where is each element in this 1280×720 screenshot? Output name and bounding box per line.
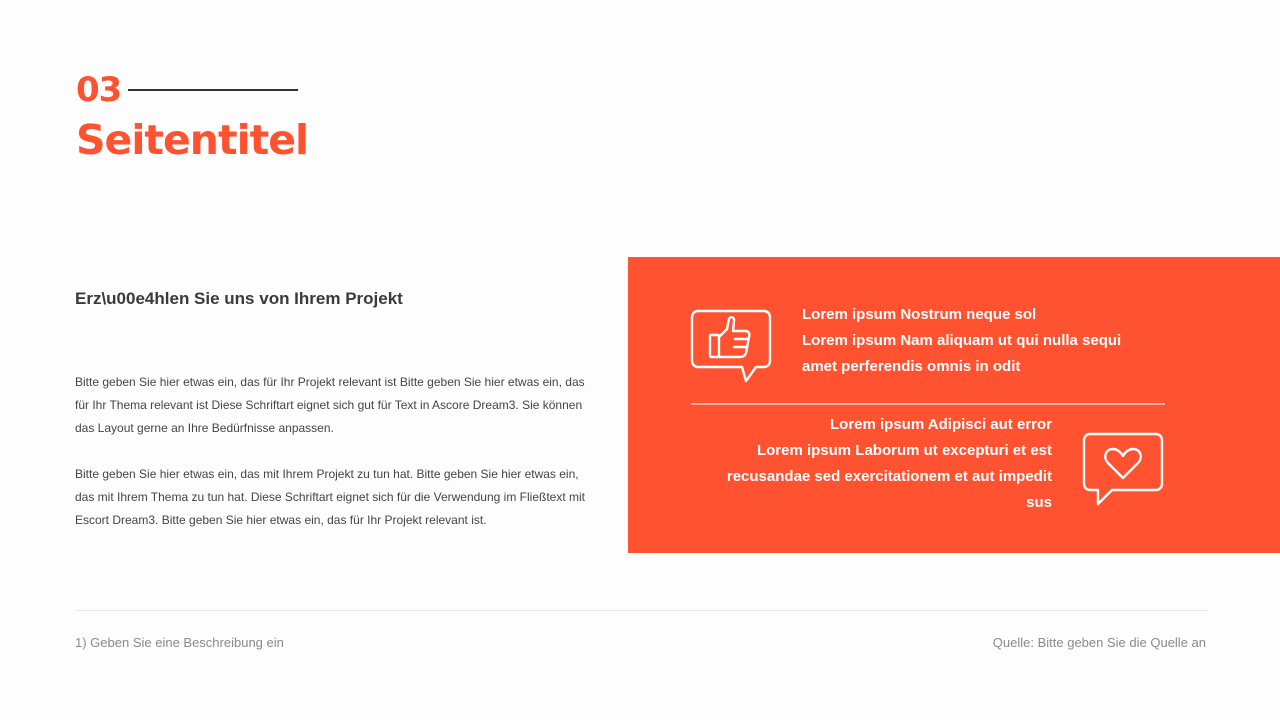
body-paragraph-1: Bitte geben Sie hier etwas ein, das für Ihr Projekt relevant ist Bitte geben Sie hier etwas ein, das für Ihr Thema relevant ist Diese Schriftart eignet sich gut für Text in Ascore Dream3. Sie können das Layout gerne an Ihre Bedürfnisse anpassen. [75, 375, 585, 435]
section-number: 03 [76, 70, 122, 110]
highlight-panel [628, 257, 1280, 553]
heart-speech-bubble-icon [1082, 432, 1164, 508]
panel-line: Lorem ipsum Nam aliquam ut qui nulla sequi [802, 332, 1122, 349]
footer-source: Quelle: Bitte geben Sie die Quelle an [992, 635, 1206, 650]
panel-text-bottom [702, 412, 1052, 516]
panel-line: amet perferendis omnis in odit [802, 358, 1021, 375]
panel-line: Lorem ipsum Nostrum neque sol [802, 306, 1037, 323]
panel-line: sus [1026, 494, 1052, 511]
panel-line: Lorem ipsum Laborum ut excepturi et est [756, 442, 1052, 459]
content-subheading: Erz\u00e4hlen Sie uns von Ihrem Projekt [75, 289, 403, 308]
thumbs-up-speech-bubble-icon [690, 309, 772, 385]
panel-text-top [802, 302, 1162, 380]
panel-line: Lorem ipsum Adipisci aut error [830, 416, 1052, 433]
body-paragraph-2: Bitte geben Sie hier etwas ein, das mit Ihrem Projekt zu tun hat. Bitte geben Sie hier etwas ein, das mit Ihrem Thema zu tun hat. Diese Schriftart eignet sich für die Verwendung im Fließtext mit Escort Dream3. Bitte geben Sie hier etwas ein, das für Ihr Projekt relevant ist. [75, 467, 585, 527]
panel-divider [691, 403, 1165, 405]
panel-line: recusandae sed exercitationem et aut impedit [726, 468, 1052, 485]
footer-note: 1) Geben Sie eine Beschreibung ein [75, 635, 284, 650]
footer-rule [76, 610, 1207, 611]
page-title: Seitentitel [76, 116, 309, 164]
section-number-rule [128, 89, 298, 91]
